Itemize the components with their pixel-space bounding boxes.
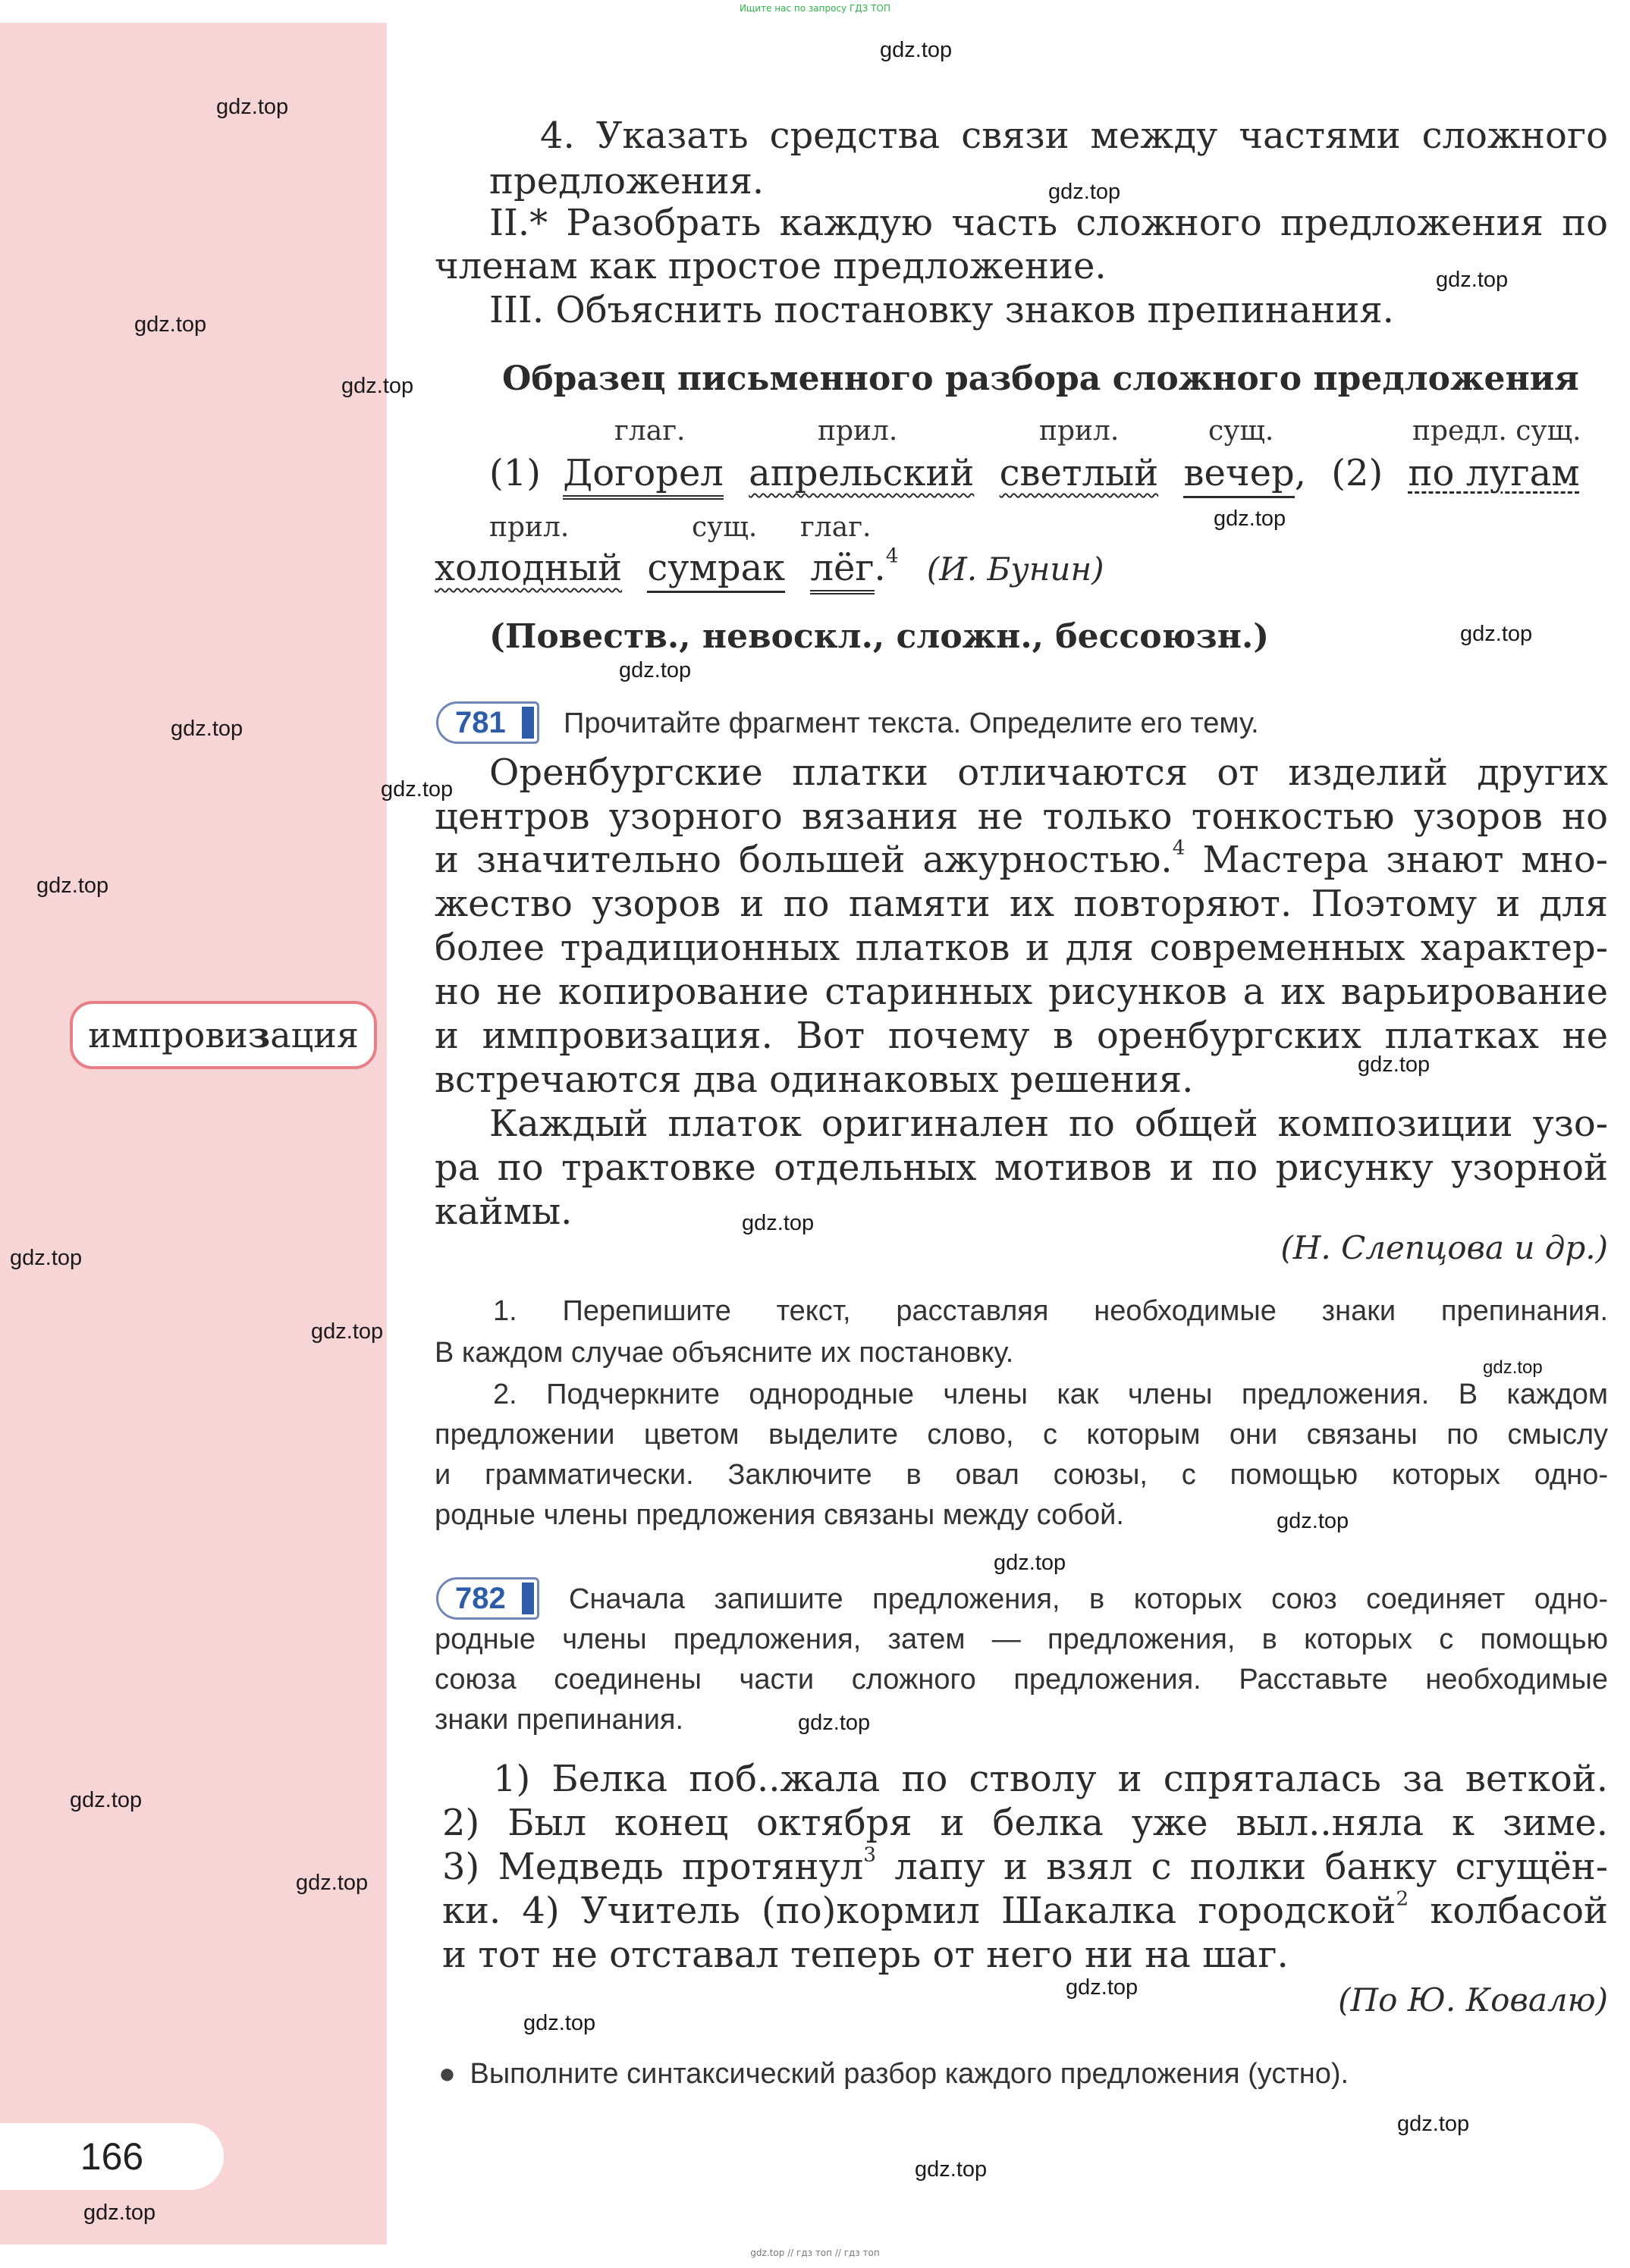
watermark: gdz.top <box>1048 180 1121 204</box>
period: . <box>874 547 886 589</box>
watermark: gdz.top <box>171 717 243 741</box>
ex781-line-3-tail: Мастера знают мно- <box>1185 839 1608 881</box>
ex781-line-5: более традиционных платков и для современных характер- <box>435 927 1608 969</box>
ex782-task-line3: союза соединены части сложного предложения. Расставьте необходимые <box>435 1664 1608 1696</box>
ex781-task-1-line1: 1. Перепишите текст, расставляя необходимые знаки препинания. <box>493 1295 1608 1327</box>
attribute-svetly: светлый <box>999 452 1159 494</box>
watermark: gdz.top <box>1483 1357 1543 1378</box>
footnote-mark: 4 <box>1172 836 1186 860</box>
sample-line-1 <box>489 452 1580 494</box>
footnote-mark: 4 <box>885 544 899 568</box>
ex782-sentence-1: 1) Белка поб..жала по стволу и спряталась за веткой. <box>493 1758 1608 1800</box>
ex781-line-2: центров узорного вязания не только тонкостью узоров но <box>435 795 1608 838</box>
plan-item-2-line2: членам как простое предложение. <box>435 245 1107 287</box>
dictionary-word-box <box>70 1001 377 1069</box>
gram-label-3: прил. <box>1039 416 1120 447</box>
gram-label-8: глаг. <box>800 512 872 543</box>
exercise-781-badge: 781 <box>436 701 539 744</box>
exercise-781-task: Прочитайте фрагмент текста. Определите его тему. <box>564 707 1259 739</box>
ex782-final-task-text: Выполните синтаксический разбор каждого предложения (устно). <box>470 2058 1349 2090</box>
watermark: gdz.top <box>311 1319 384 1344</box>
watermark: gdz.top <box>134 312 207 337</box>
watermark: gdz.top <box>70 1788 143 1812</box>
subject-vecher: вечер <box>1183 452 1294 498</box>
bottom-banner: gdz.top // гдз топ // гдз топ <box>750 2248 880 2258</box>
dictionary-word-part2: ация <box>270 1015 359 1056</box>
exercise-782-badge: 782 <box>436 1577 539 1620</box>
predicate-leg: лёг <box>810 547 874 594</box>
gram-label-1: глаг. <box>614 416 686 447</box>
watermark: gdz.top <box>619 658 692 682</box>
ex781-para2-line-3: каймы. <box>435 1190 573 1233</box>
watermark: gdz.top <box>296 1871 369 1895</box>
gram-label-5: предл. сущ. <box>1412 416 1581 447</box>
watermark: gdz.top <box>36 874 109 898</box>
watermark: gdz.top <box>341 374 414 398</box>
adverbial-po-lugam: по лугам <box>1408 452 1580 494</box>
sample-characteristic: (Повеств., невоскл., сложн., бессоюзн.) <box>489 617 1270 656</box>
ex781-line-4: жество узоров и по памяти их повторяют. Поэтому и для <box>435 883 1608 925</box>
dictionary-word-accent: з <box>247 1015 271 1056</box>
ex782-task-line1: Сначала запишите предложения, в которых союз соединяет одно- <box>569 1583 1608 1615</box>
ex782-sentence-4-b: колбасой <box>1409 1890 1609 1932</box>
gram-label-4: сущ. <box>1208 416 1274 447</box>
ex782-sentence-3-b: лапу и взял с полки банку сгущён- <box>876 1846 1609 1888</box>
page-margin-sidebar <box>0 23 387 2244</box>
watermark: gdz.top <box>216 95 289 119</box>
ex781-task-2-line2: предложении цветом выделите слово, с которым они связаны по смыслу <box>435 1419 1608 1451</box>
subject-sumrak: сумрак <box>647 547 785 593</box>
plan-item-4-line2: предложения. <box>489 160 765 202</box>
ex782-sentence-5: и тот не отставал теперь от него ни на шаг. <box>442 1934 1289 1976</box>
watermark: gdz.top <box>523 2011 596 2035</box>
watermark: gdz.top <box>381 777 454 801</box>
ex781-line-3 <box>435 836 1608 881</box>
ex781-line-3-text: и значительно большей ажурностью. <box>435 839 1173 881</box>
sample-line-2 <box>435 544 1104 589</box>
ex781-line-1: Оренбургские платки отличаются от изделий других <box>489 751 1608 794</box>
ex782-sentence-3 <box>442 1843 1609 1888</box>
watermark: gdz.top <box>10 1246 83 1270</box>
plan-item-3: III. Объяснить постановку знаков препинания. <box>489 289 1394 331</box>
page-number: 166 <box>0 2123 224 2190</box>
ex781-author: (Н. Слепцова и др.) <box>1280 1229 1608 1266</box>
watermark: gdz.top <box>915 2157 988 2182</box>
gram-label-6: прил. <box>489 512 570 543</box>
ex781-para2-line-2: ра по трактовке отдельных мотивов и по рисунку узорной <box>435 1147 1608 1189</box>
watermark: gdz.top <box>83 2201 156 2225</box>
ex781-task-2-line1: 2. Подчеркните однородные члены как члены предложения. В каждом <box>493 1379 1608 1410</box>
top-banner: Ищите нас по запросу ГДЗ ТОП <box>740 3 890 14</box>
ex781-task-2-line3: и грамматически. Заключите в овал союзы, с помощью которых одно- <box>435 1459 1608 1491</box>
watermark: gdz.top <box>1277 1509 1349 1533</box>
plan-item-4-line1: 4. Указать средства связи между частями сложного <box>540 114 1608 157</box>
ex782-sentence-4 <box>442 1887 1609 1932</box>
watermark: gdz.top <box>994 1551 1066 1575</box>
ex782-sentence-2: 2) Был конец октября и белка уже выл..няла к зиме. <box>442 1802 1608 1844</box>
ex781-line-6: но не копирование старинных рисунков а их варьирование <box>435 971 1608 1013</box>
watermark: gdz.top <box>1397 2112 1470 2136</box>
footnote-mark: 3 <box>863 1843 877 1867</box>
watermark: gdz.top <box>798 1711 871 1735</box>
watermark: gdz.top <box>1460 622 1533 646</box>
watermark: gdz.top <box>742 1211 815 1235</box>
attribute-aprelsky: апрельский <box>749 452 975 494</box>
ex782-final-task <box>438 2059 1349 2088</box>
predicate-dogorel: Догорел <box>563 452 724 500</box>
clause-number-2: (2) <box>1331 452 1383 494</box>
ex781-task-2-line4: родные члены предложения связаны между собой. <box>435 1499 1124 1531</box>
watermark: gdz.top <box>1358 1052 1431 1077</box>
footnote-mark: 2 <box>1396 1887 1409 1911</box>
watermark: gdz.top <box>1214 507 1286 531</box>
plan-item-2-line1: II.* Разобрать каждую часть сложного предложения по <box>489 202 1608 244</box>
gram-label-2: прил. <box>818 416 898 447</box>
ex782-sentence-3-a: 3) Медведь протянул <box>442 1846 864 1888</box>
watermark: gdz.top <box>1066 1975 1138 2000</box>
clause-number-1: (1) <box>489 452 541 494</box>
ex782-sentence-4-a: ки. 4) Учитель (по)кормил Шакалка городской <box>442 1890 1396 1932</box>
watermark: gdz.top <box>880 38 953 62</box>
sample-title: Образец письменного разбора сложного предложения <box>502 359 1579 398</box>
ex782-author: (По Ю. Ковалю) <box>1338 1981 1608 2019</box>
attribute-holodny: холодный <box>435 547 623 589</box>
ex781-para2-line-1: Каждый платок оригинален по общей композиции узо- <box>489 1103 1608 1145</box>
sample-author: (И. Бунин) <box>926 551 1104 588</box>
dictionary-word-part1: импрови <box>88 1015 248 1056</box>
watermark: gdz.top <box>1436 268 1509 292</box>
bullet-icon: ● <box>438 2058 456 2090</box>
ex782-task-line2: родные члены предложения, затем — предложения, в которых с помощью <box>435 1623 1608 1655</box>
ex781-line-8: встречаются два одинаковых решения. <box>435 1059 1194 1101</box>
gram-label-7: сущ. <box>692 512 758 543</box>
comma: , <box>1294 452 1307 494</box>
ex782-task-line4: знаки препинания. <box>435 1704 684 1736</box>
ex781-task-1-line2: В каждом случае объясните их постановку. <box>435 1337 1014 1369</box>
ex781-line-7: и импровизация. Вот почему в оренбургских платках не <box>435 1015 1608 1057</box>
